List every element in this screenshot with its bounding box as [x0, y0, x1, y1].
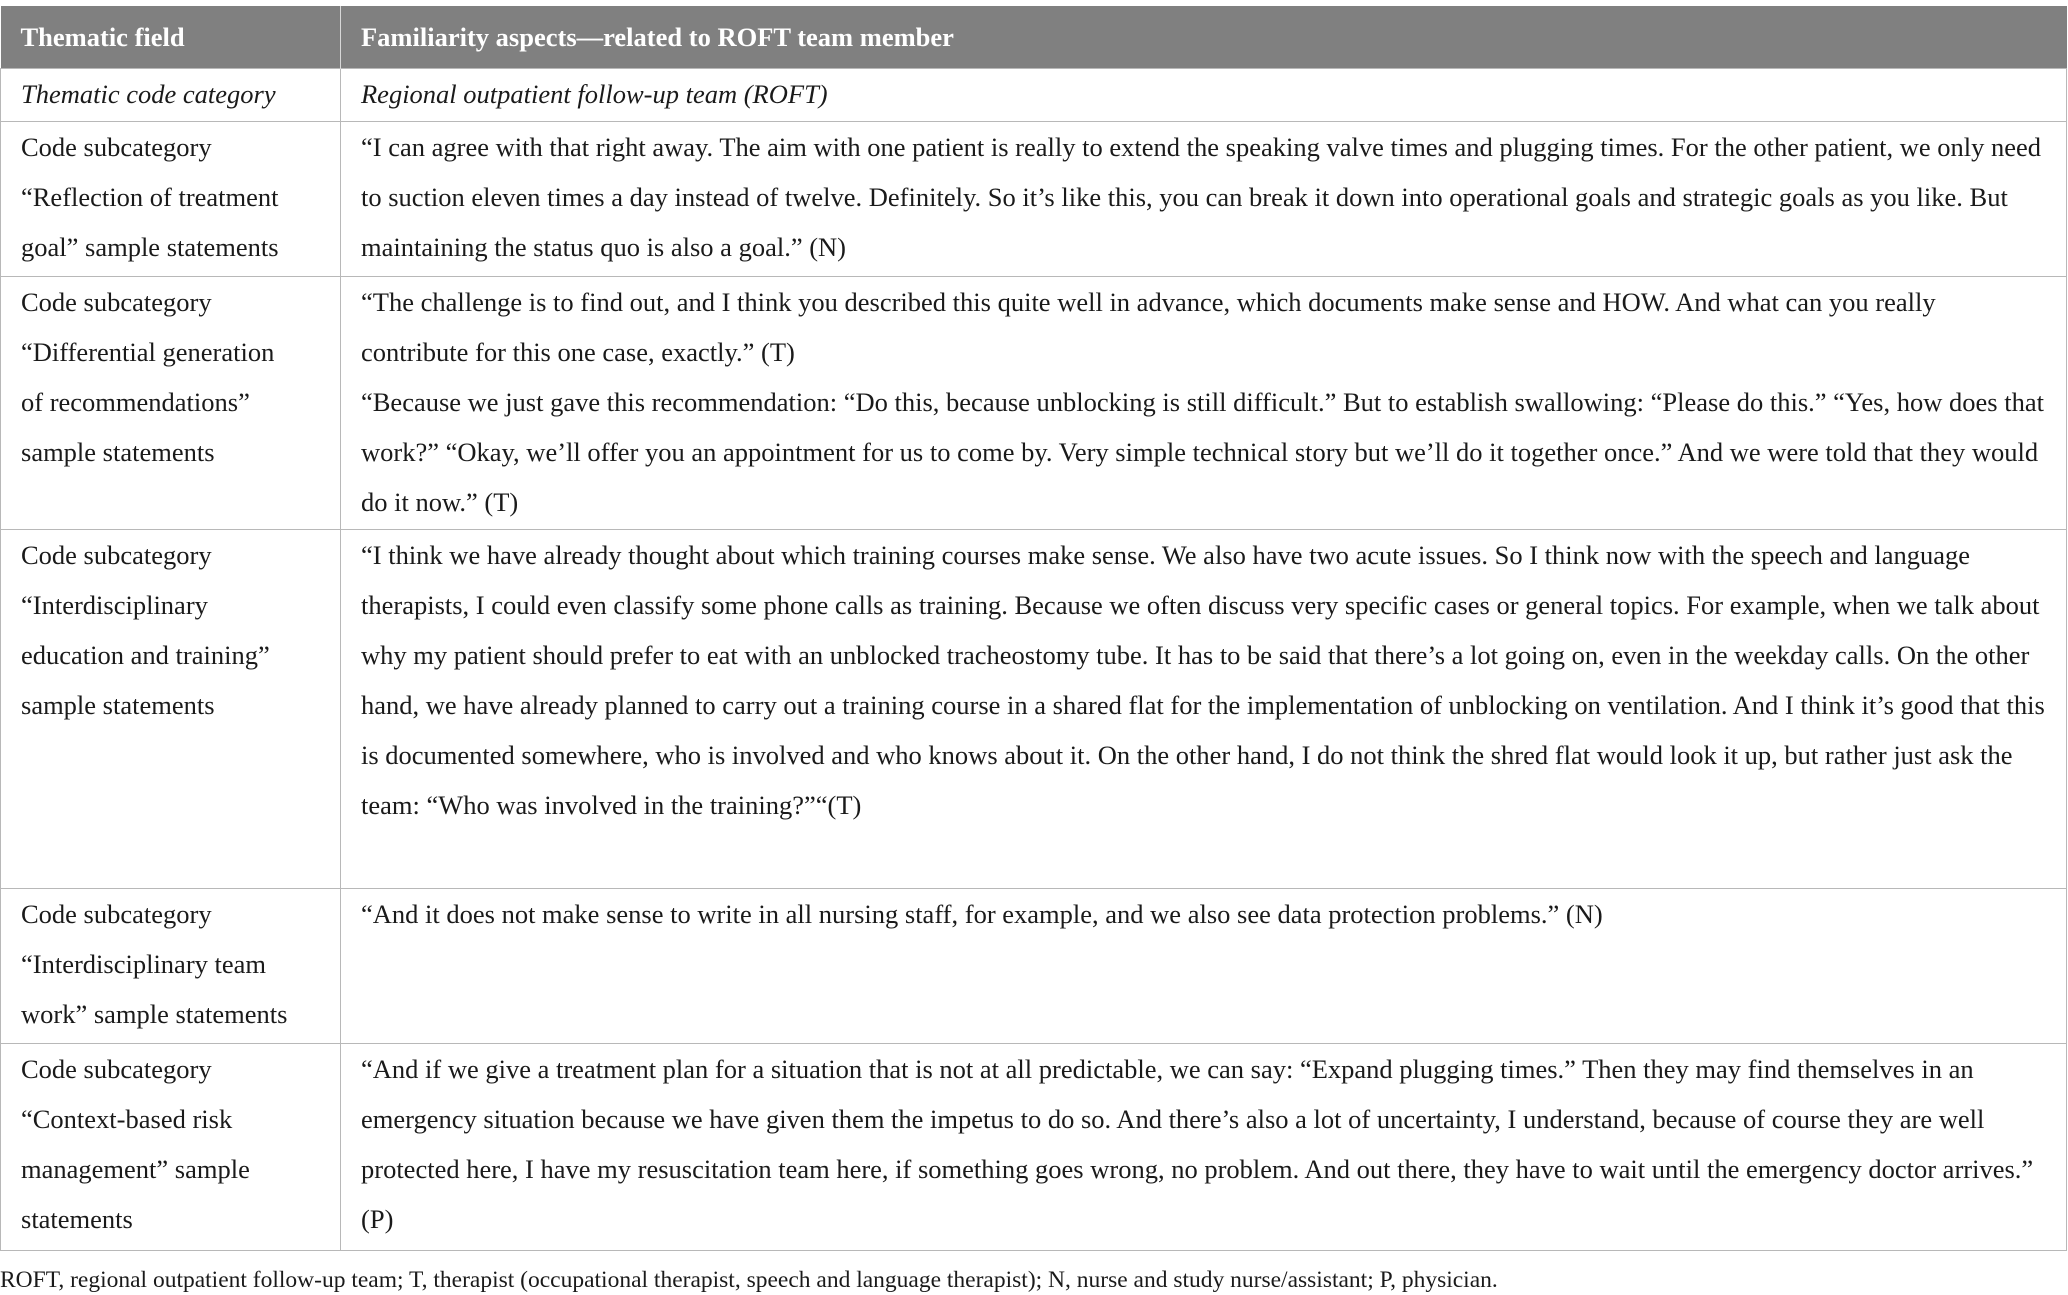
- header-row: [1, 6, 2067, 69]
- sample-statement: “Because we just gave this recommendation: “Do this, because unblocking is still difficult.” But to establish swallowing: “Please do this.” “Yes, how does that work?” “Okay, we’ll offer you an appointment for us to come by. Very simple technical story but we’ll do it together once.” And we were told that they would do it now.” (T): [361, 387, 2044, 517]
- subcategory-line: sample statements: [21, 437, 215, 467]
- sample-statement: “The challenge is to find out, and I think you described this quite well in advance, which documents make sense and HOW. And what can you really contribute for this one case, exactly.” (T): [361, 287, 1936, 367]
- subcategory-line: Code subcategory: [21, 287, 212, 317]
- subcategory-line: “Interdisciplinary team: [21, 949, 267, 979]
- table-row: [1, 889, 2067, 1044]
- category-row: [1, 69, 2067, 122]
- subcategory-line: Code subcategory: [21, 132, 212, 162]
- table-header: [1, 6, 2067, 69]
- table-row: [1, 122, 2067, 277]
- subcategory-cell: [1, 277, 341, 530]
- sample-statement: “And if we give a treatment plan for a situation that is not at all predictable, we can say: “Expand plugging times.” Then they may find themselves in an emergency situation because we have given them the impetus to do so. And there’s also a lot of uncertainty, I understand, because of course they are well protected here, I have my resuscitation team here, if something goes wrong, no problem. And out there, they have to wait until the emergency doctor arrives.” (P): [361, 1054, 2034, 1234]
- table-row: [1, 530, 2067, 889]
- subcategory-cell: [1, 122, 341, 277]
- statement-cell: [341, 1044, 2067, 1251]
- subcategory-line: Code subcategory: [21, 540, 212, 570]
- header-familiarity-aspects: Familiarity aspects—related to ROFT team member: [341, 6, 2067, 69]
- table-row: [1, 1044, 2067, 1251]
- subcategory-line: “Differential generation: [21, 337, 275, 367]
- sample-statement: “I think we have already thought about which training courses make sense. We also have two acute issues. So I think now with the speech and language therapists, I could even classify some phone calls as training. Because we often discuss very specific cases or general topics. For example, when we talk about why my patient should prefer to eat with an unblocked tracheostomy tube. It has to be said that there’s a lot going on, even in the weekday calls. On the other hand, we have already planned to carry out a training course in a shared flat for the implementation of unblocking on ventilation. And I think it’s good that this is documented somewhere, who is involved and who knows about it. On the other hand, I do not think the shred flat would look it up, but rather just ask the team: “Who was involved in the training?”“(T): [361, 540, 2045, 820]
- subcategory-line: statements: [21, 1204, 133, 1234]
- subcategory-cell: [1, 1044, 341, 1251]
- subcategory-line: Code subcategory: [21, 899, 212, 929]
- sample-statement: “And it does not make sense to write in all nursing staff, for example, and we also see data protection problems.” (N): [361, 899, 1603, 929]
- table-row: [1, 277, 2067, 530]
- sample-statement: “I can agree with that right away. The aim with one patient is really to extend the speaking valve times and plugging times. For the other patient, we only need to suction eleven times a day instead of twelve. Definitely. So it’s like this, you can break it down into operational goals and strategic goals as you like. But maintaining the status quo is also a goal.” (N): [361, 132, 2042, 262]
- subcategory-line: “Context-based risk: [21, 1104, 233, 1134]
- table-footnote: ROFT, regional outpatient follow-up team; T, therapist (occupational therapist, speech and language therapist); N, nurse and study nurse/assistant; P, physician.: [0, 1267, 1498, 1293]
- category-label-cell: Thematic code category: [1, 69, 341, 122]
- thematic-table: [0, 6, 2067, 1251]
- category-value-cell: Regional outpatient follow-up team (ROFT): [341, 69, 2067, 122]
- subcategory-line: goal” sample statements: [21, 232, 279, 262]
- header-thematic-field: Thematic field: [1, 6, 341, 69]
- subcategory-line: Code subcategory: [21, 1054, 212, 1084]
- subcategory-cell: [1, 530, 341, 889]
- subcategory-line: of recommendations”: [21, 387, 250, 417]
- subcategory-line: management” sample: [21, 1154, 250, 1184]
- subcategory-line: sample statements: [21, 690, 215, 720]
- subcategory-cell: [1, 889, 341, 1044]
- subcategory-line: education and training”: [21, 640, 270, 670]
- subcategory-line: “Reflection of treatment: [21, 182, 279, 212]
- statement-cell: [341, 889, 2067, 1044]
- subcategory-line: “Interdisciplinary: [21, 590, 208, 620]
- statement-cell: [341, 277, 2067, 530]
- subcategory-line: work” sample statements: [21, 999, 288, 1029]
- table-body: [1, 69, 2067, 1251]
- statement-cell: [341, 530, 2067, 889]
- statement-cell: [341, 122, 2067, 277]
